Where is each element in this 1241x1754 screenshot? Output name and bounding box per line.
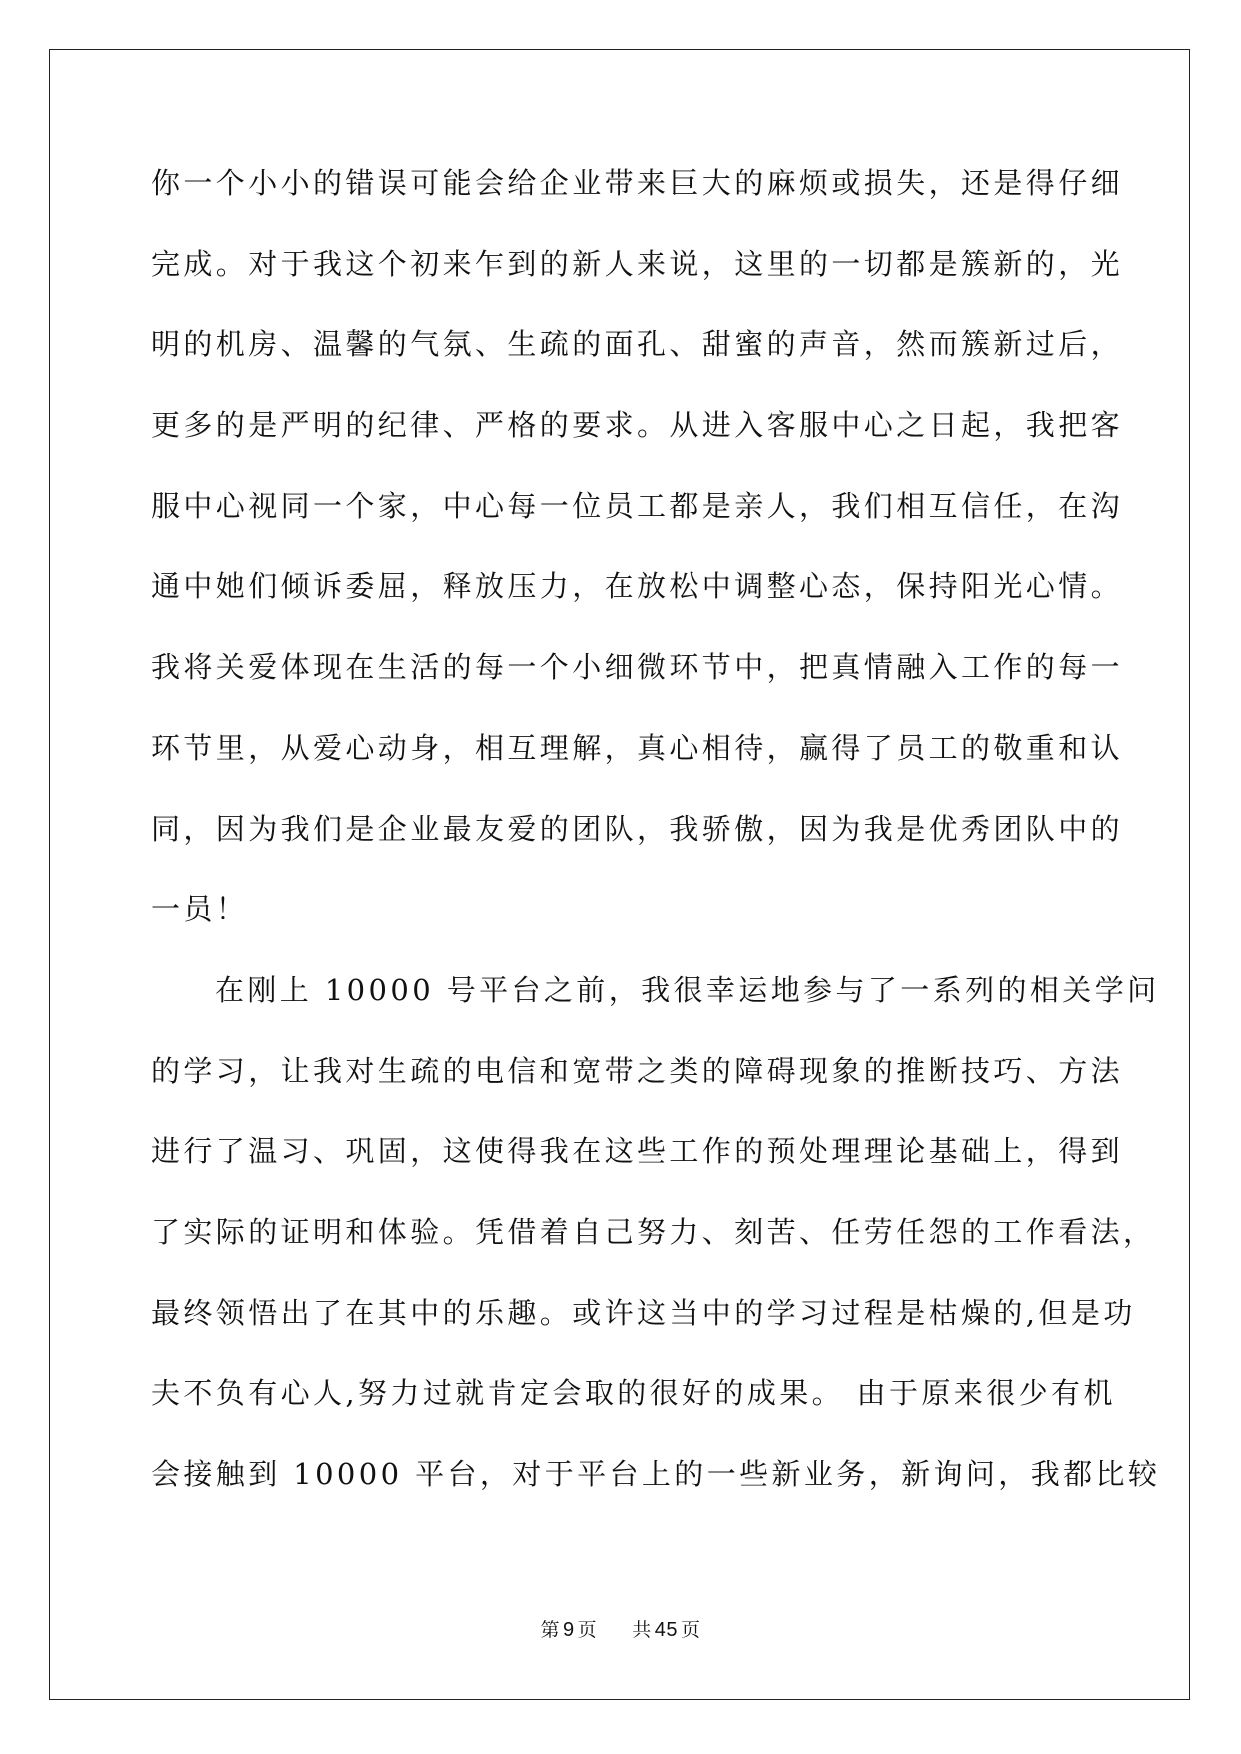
text-line-2: 完成。对于我这个初来乍到的新人来说，这里的一切都是簇新的，光 [151,246,1124,281]
page-suffix: 页 [577,1619,598,1641]
text-line-12: 的学习，让我对生疏的电信和宽带之类的障碍现象的推断技巧、方法 [151,1053,1124,1088]
text-line-10: 一员！ [151,892,249,927]
text-line-5: 服中心视同一个家，中心每一位员工都是亲人，我们相互信任，在沟 [151,488,1124,523]
text-line-14: 了实际的证明和体验。凭借着自己努力、刻苦、任劳任怨的工作看法， [151,1214,1156,1249]
text-line-16: 夫不负有心人,努力过就肯定会取的很好的成果。 由于原来很少有机 [151,1376,1116,1411]
total-prefix: 共 [632,1619,652,1641]
document-body [151,163,1161,1535]
text-line-7: 我将关爱体现在生活的每一个小细微环节中，把真情融入工作的每一 [151,650,1124,685]
text-line-8: 环节里，从爱心动身，相互理解，真心相待，赢得了员工的敬重和认 [151,730,1124,765]
page-prefix: 第 [540,1619,560,1641]
text-line-6: 通中她们倾诉委屈，释放压力，在放松中调整心态，保持阳光心情。 [151,569,1124,604]
total-pages: 45 [654,1619,678,1641]
text-line-11: 在刚上 10000 号平台之前，我很幸运地参与了一系列的相关学问 [215,972,1160,1007]
total-suffix: 页 [681,1619,701,1641]
page-number: 9 [563,1619,575,1641]
text-line-1: 你一个小小的错误可能会给企业带来巨大的麻烦或损失，还是得仔细 [151,166,1124,200]
text-line-9: 同，因为我们是企业最友爱的团队，我骄傲，因为我是优秀团队中的 [151,811,1124,846]
text-line-17: 会接触到 10000 平台，对于平台上的一些新业务，新询问，我都比较 [151,1457,1161,1491]
text-line-15: 最终领悟出了在其中的乐趣。或许这当中的学习过程是枯燥的,但是功 [151,1295,1136,1330]
text-line-13: 进行了温习、巩固，这使得我在这些工作的预处理理论基础上，得到 [151,1134,1124,1169]
page-footer [0,1615,1241,1642]
text-line-3: 明的机房、温馨的气氛、生疏的面孔、甜蜜的声音，然而簇新过后， [151,327,1124,362]
text-line-4: 更多的是严明的纪律、严格的要求。从进入客服中心之日起，我把客 [151,408,1124,443]
